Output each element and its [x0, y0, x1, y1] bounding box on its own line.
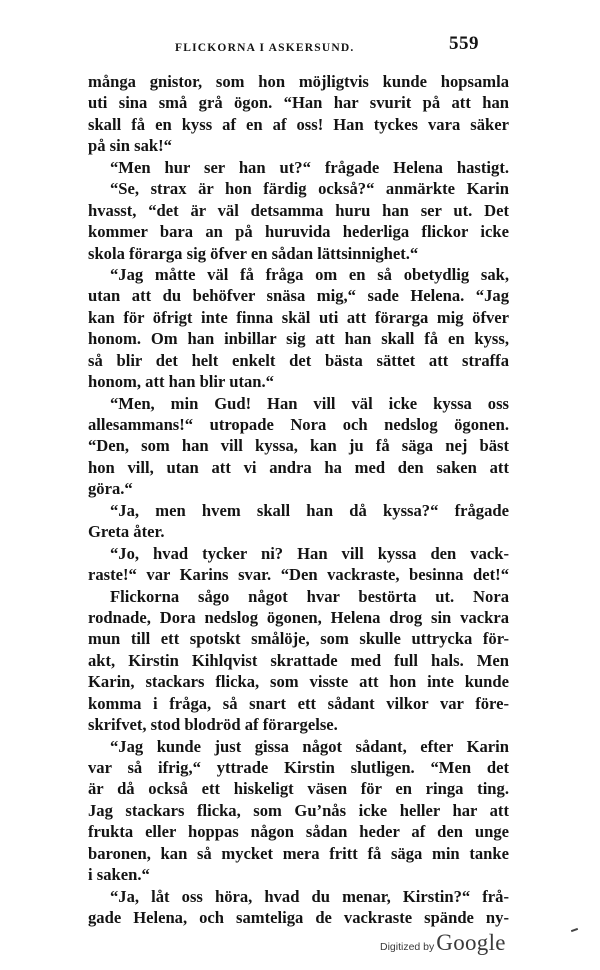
text-line: många gnistor, som hon möjligtvis kunde hopsamla: [88, 72, 509, 91]
text-body: [88, 71, 509, 929]
text-line: hon vill, utan att vi andra ha med den saken att: [88, 457, 509, 477]
text-line: hvasst, “det är väl detsamma huru han ser ut. Det: [88, 200, 509, 220]
text-line: “Jag måtte väl få fråga om en så obetydlig sak,: [110, 264, 509, 284]
text-line: Karin, stackars flicka, som visste att hon inte kunde: [88, 672, 509, 692]
scan-edge-mark: [571, 928, 578, 932]
text-line: uti sina små grå ögon. “Han har svurit på att han: [88, 93, 509, 113]
text-line: “Den, som han vill kyssa, kan ju få säga nej bäst: [88, 436, 509, 456]
text-line: var så ifrig,“ yttrade Kirstin slutligen. “Men det: [88, 758, 509, 777]
text-line: kommer bara an på huruvida hederliga flickor icke: [88, 222, 509, 242]
text-line: skrifvet, stod blodröd af förargelse.: [88, 715, 338, 735]
text-line: “Ja, låt oss höra, hvad du menar, Kirstin?“ frå-: [110, 886, 509, 906]
text-line: honom, att han blir utan.“: [88, 372, 274, 392]
text-line: akt, Kirstin Kihlqvist skrattade med full hals. Men: [88, 650, 509, 670]
text-line: Jag stackars flicka, som Gu’nås icke heller har att: [88, 800, 509, 820]
text-line: utan att du behöfver snäsa mig,“ sade Helena. “Jag: [88, 286, 509, 306]
text-line: honom. Om han inbillar sig att han skall få en kyss,: [88, 329, 509, 349]
text-line: mun till ett spotskt smålöje, som skulle uttrycka för-: [88, 629, 509, 649]
text-line: “Men, min Gud! Han vill väl icke kyssa oss: [110, 393, 509, 413]
text-line: “Jo, hvad tycker ni? Han vill kyssa den vack-: [110, 543, 509, 563]
text-line: skola förarga sig öfver en sådan lättsinnighet.“: [88, 243, 419, 263]
text-line: göra.“: [88, 479, 133, 499]
digitized-by-google-watermark: [380, 930, 506, 960]
text-line: gade Helena, och samteliga de vackraste spände ny-: [88, 908, 509, 928]
text-line: så blir det helt enkelt det bästa sättet att straffa: [88, 350, 509, 370]
text-line: komma i fråga, så snart ett sådant vilkor var före-: [88, 693, 509, 713]
text-line: på sin sak!“: [88, 136, 172, 156]
text-line: allesammans!“ utropade Nora och nedslog ögonen.: [88, 415, 509, 434]
text-line: “Men hur ser han ut?“ frågade Helena hastigt.: [110, 157, 509, 177]
text-line: rodnade, Dora nedslog ögonen, Helena drog sin vackra: [88, 607, 509, 627]
text-line: “Jag kunde just gissa något sådant, efter Karin: [110, 736, 509, 756]
text-line: “Se, strax är hon färdig också?“ anmärkte Karin: [110, 179, 509, 199]
page-number: 559: [449, 33, 479, 54]
text-line: “Ja, men hvem skall han då kyssa?“ frågade: [110, 500, 509, 520]
page-header: [0, 0, 600, 70]
text-line: raste!“ var Karins svar. “Den vackraste, besinna det!“: [88, 565, 509, 585]
text-line: Flickorna sågo något hvar bestörta ut. Nora: [110, 586, 509, 606]
running-title: FLICKORNA I ASKERSUND.: [175, 42, 355, 54]
text-line: är då också ett hiskeligt väsen för en ringa ting.: [88, 779, 509, 799]
text-line: baronen, kan så mycket mera fritt få säga min tanke: [88, 843, 509, 863]
google-logo-text: Google: [436, 930, 506, 955]
digitized-by-label: Digitized by: [380, 941, 435, 953]
text-line: kan för öfrigt inte finna skäl uti att förarga mig öfver: [88, 307, 509, 327]
text-line: Greta åter.: [88, 522, 165, 542]
text-line: i saken.“: [88, 865, 150, 885]
text-line: skall få en kyss af en af oss! Han tyckes vara säker: [88, 114, 509, 134]
text-line: frukta eller hoppas någon sådan heder af den unge: [88, 822, 509, 842]
